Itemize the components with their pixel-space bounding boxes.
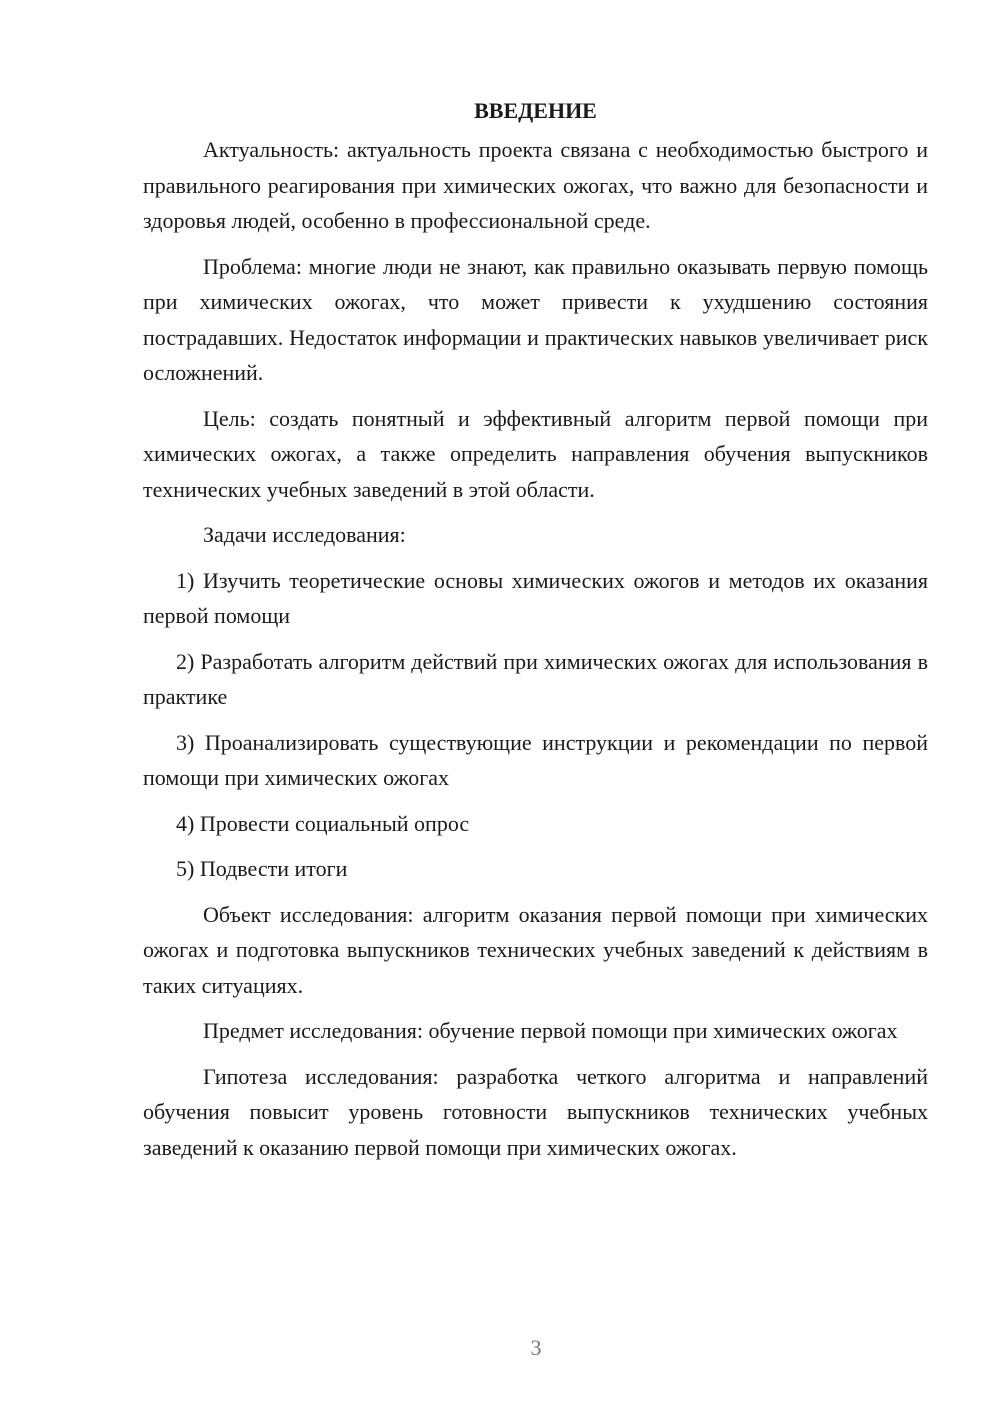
goal-paragraph: Цель: создать понятный и эффективный алгоритм первой помощи при химических ожогах, а также определить направления обучения выпускников технических учебных заведений в этой области.: [143, 405, 928, 502]
task-item-4: 4) Провести социальный опрос: [176, 810, 470, 836]
problem-paragraph: Проблема: многие люди не знают, как правильно оказывать первую помощь при химических ожогах, что может привести к ухудшению состояния пострадавших. Недостаток информации и практических навыков увеличивает риск осложнений.: [143, 253, 928, 385]
page-number: 3: [530, 1335, 542, 1360]
page-content: [143, 93, 928, 1175]
relevance-paragraph: Актуальность: актуальность проекта связана с необходимостью быстрого и правильного реагирования при химических ожогах, что важно для безопасности и здоровья людей, особенно в профессиональной среде.: [143, 137, 928, 233]
object-paragraph: Объект исследования: алгоритм оказания первой помощи при химических ожогах и подготовка выпускников технических учебных заведений к действиям в таких ситуациях.: [143, 901, 928, 998]
task-item-2: 2) Разработать алгоритм действий при химических ожогах для использования в практике: [143, 648, 928, 709]
subject-paragraph: Предмет исследования: обучение первой помощи при химических ожогах: [203, 1018, 898, 1043]
hypothesis-paragraph: Гипотеза исследования: разработка четкого алгоритма и направлений обучения повысит уровень готовности выпускников технических учебных заведений к оказанию первой помощи при химических ожогах.: [143, 1063, 928, 1160]
tasks-heading: Задачи исследования:: [203, 522, 406, 547]
task-item-3: 3) Проанализировать существующие инструкции и рекомендации по первой помощи при химических ожогах: [143, 729, 928, 790]
task-item-5: 5) Подвести итоги: [176, 856, 348, 881]
section-title: ВВЕДЕНИЕ: [474, 98, 597, 123]
task-item-1: 1) Изучить теоретические основы химических ожогов и методов их оказания первой помощи: [143, 567, 928, 628]
